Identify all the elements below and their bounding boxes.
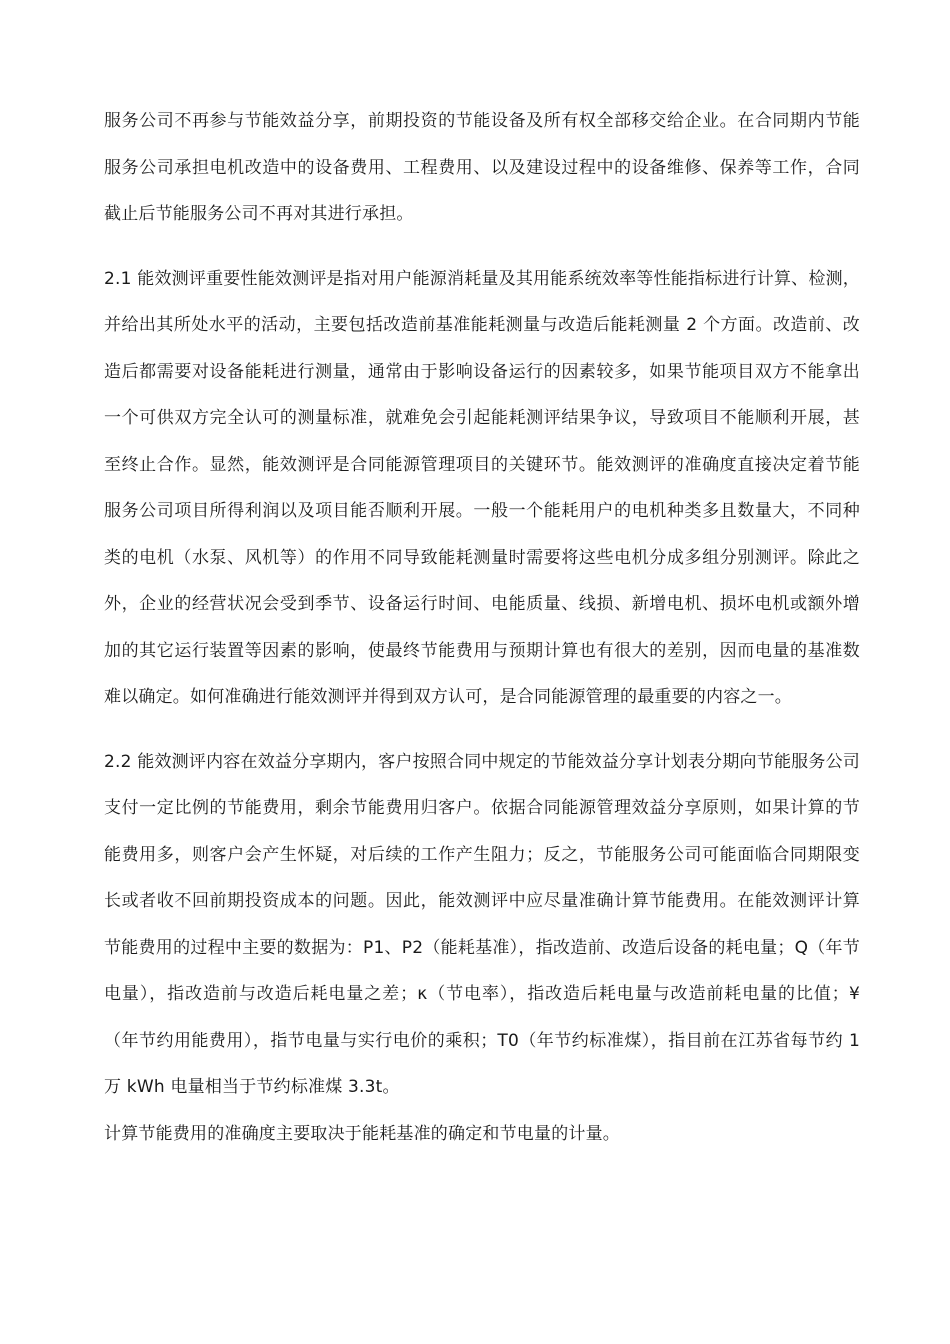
paragraph-section-2-1: 2.1 能效测评重要性能效测评是指对用户能源消耗量及其用能系统效率等性能指标进行计算、检测，并给出其所处水平的活动，主要包括改造前基准能耗测量与改造后能耗测量 2 个方面。改造前、改造后都需要对设备能耗进行测量，通常由于影响设备运行的因素较多，如果节能项目双方不能拿出一个可供双方完全认可的测量标准，就难免会引起能耗测评结果争议，导致项目不能顺利开展，甚至终止合作。显然，能效测评是合同能源管理项目的关键环节。能效测评的准确度直接决定着节能服务公司项目所得利润以及项目能否顺利开展。一般一个能耗用户的电机种类多且数量大，不同种类的电机（水泵、风机等）的作用不同导致能耗测量时需要将这些电机分成多组分别测评。除此之外，企业的经营状况会受到季节、设备运行时间、电能质量、线损、新增电机、损坏电机或额外增加的其它运行装置等因素的影响，使最终节能费用与预期计算也有很大的差别，因而电量的基准数难以确定。如何准确进行能效测评并得到双方认可，是合同能源管理的最重要的内容之一。 (104, 268, 860, 707)
paragraph-conclusion: 计算节能费用的准确度主要取决于能耗基准的确定和节电量的计量。 (104, 1123, 620, 1144)
paragraph-contract-terms: 服务公司不再参与节能效益分享，前期投资的节能设备及所有权全部移交给企业。在合同期内节能服务公司承担电机改造中的设备费用、工程费用、以及建设过程中的设备维修、保养等工作，合同截止后节能服务公司不再对其进行承担。 (104, 111, 860, 224)
paragraph-section-2-2: 2.2 能效测评内容在效益分享期内，客户按照合同中规定的节能效益分享计划表分期向节能服务公司支付一定比例的节能费用，剩余节能费用归客户。依据合同能源管理效益分享原则，如果计算的节能费用多，则客户会产生怀疑，对后续的工作产生阻力；反之，节能服务公司可能面临合同期限变长或者收不回前期投资成本的问题。因此，能效测评中应尽量准确计算节能费用。在能效测评计算节能费用的过程中主要的数据为：P1、P2（能耗基准），指改造前、改造后设备的耗电量；Q（年节电量），指改造前与改造后耗电量之差；κ（节电率），指改造后耗电量与改造前耗电量的比值；¥（年节约用能费用），指节电量与实行电价的乘积；T0（年节约标准煤），指目前在江苏省每节约 1 万 kWh 电量相当于节约标准煤 3.3t。 (104, 751, 860, 1097)
document-body (104, 98, 860, 1157)
